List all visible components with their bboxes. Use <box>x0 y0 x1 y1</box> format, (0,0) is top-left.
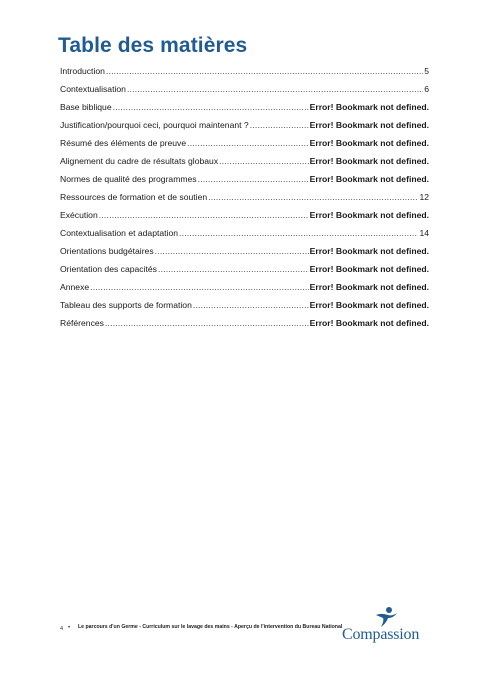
toc-entry-label: Orientations budgétaires <box>60 246 154 256</box>
toc-entry[interactable] <box>60 98 429 116</box>
toc-entry[interactable] <box>60 260 429 278</box>
toc-entry[interactable] <box>60 278 429 296</box>
toc-entry[interactable] <box>60 170 429 188</box>
toc-entry-label: Annexe <box>60 282 90 292</box>
toc-leader-dots <box>208 188 418 206</box>
toc-entry-page: Error! Bookmark not defined. <box>309 210 429 220</box>
toc-leader-dots <box>127 80 423 98</box>
toc-leader-dots <box>158 260 309 278</box>
toc-entry-page: Error! Bookmark not defined. <box>309 282 429 292</box>
toc-leader-dots <box>187 134 309 152</box>
page-footer <box>60 620 440 660</box>
toc-leader-dots <box>90 278 308 296</box>
toc-entry-label: Alignement du cadre de résultats globaux <box>60 156 219 166</box>
toc-leader-dots <box>113 98 309 116</box>
toc-entry-page: Error! Bookmark not defined. <box>309 120 429 130</box>
compassion-logo <box>342 606 442 652</box>
toc-entry-page: Error! Bookmark not defined. <box>309 102 429 112</box>
toc-entry-page: Error! Bookmark not defined. <box>309 156 429 166</box>
toc-entry-label: Normes de qualité des programmes <box>60 174 197 184</box>
toc-entry[interactable] <box>60 134 429 152</box>
toc-leader-dots <box>198 170 309 188</box>
toc-entry[interactable] <box>60 116 429 134</box>
toc-entry-page: Error! Bookmark not defined. <box>309 174 429 184</box>
toc-entry[interactable] <box>60 152 429 170</box>
toc-entry-label: Tableau des supports de formation <box>60 300 192 310</box>
toc-entry[interactable] <box>60 314 429 332</box>
toc-entry[interactable] <box>60 80 429 98</box>
toc-leader-dots <box>250 116 309 134</box>
toc-entry-page: Error! Bookmark not defined. <box>309 300 429 310</box>
toc-entry-page: Error! Bookmark not defined. <box>309 264 429 274</box>
page-number: 4 <box>60 626 64 632</box>
toc-entry-label: Résumé des éléments de preuve <box>60 138 187 148</box>
toc-entry-page: 5 <box>424 66 429 76</box>
table-of-contents <box>60 62 429 332</box>
toc-leader-dots <box>105 314 309 332</box>
toc-entry-page: 14 <box>419 228 429 238</box>
toc-leader-dots <box>219 152 308 170</box>
toc-entry[interactable] <box>60 188 429 206</box>
toc-entry-label: Références <box>60 318 104 328</box>
toc-entry-page: Error! Bookmark not defined. <box>309 318 429 328</box>
toc-entry[interactable] <box>60 224 429 242</box>
toc-entry-page: 12 <box>419 192 429 202</box>
figure-icon <box>372 606 398 628</box>
logo-wordmark: Compassion <box>342 626 420 643</box>
toc-leader-dots <box>99 206 309 224</box>
page-title: Table des matières <box>58 34 248 57</box>
toc-entry-label: Exécution <box>60 210 98 220</box>
toc-leader-dots <box>179 224 418 242</box>
toc-entry-label: Justification/pourquoi ceci, pourquoi maintenant ? <box>60 120 249 130</box>
toc-entry-label: Introduction <box>60 66 105 76</box>
toc-entry[interactable] <box>60 62 429 80</box>
toc-entry-page: Error! Bookmark not defined. <box>309 138 429 148</box>
toc-leader-dots <box>155 242 309 260</box>
toc-entry-label: Contextualisation et adaptation <box>60 228 179 238</box>
footer-bullet: • <box>68 625 71 631</box>
toc-entry-page: 6 <box>424 84 429 94</box>
toc-entry[interactable] <box>60 296 429 314</box>
toc-entry[interactable] <box>60 206 429 224</box>
footer-text: Le parcours d'un Germe - Curriculum sur le lavage des mains - Aperçu de l'intervention du Bureau National <box>78 624 343 630</box>
toc-entry-label: Ressources de formation et de soutien <box>60 192 208 202</box>
toc-entry-page: Error! Bookmark not defined. <box>309 246 429 256</box>
toc-entry-label: Orientation des capacités <box>60 264 157 274</box>
toc-entry[interactable] <box>60 242 429 260</box>
toc-entry-label: Contextualisation <box>60 84 126 94</box>
toc-leader-dots <box>106 62 423 80</box>
toc-entry-label: Base biblique <box>60 102 112 112</box>
toc-leader-dots <box>193 296 309 314</box>
